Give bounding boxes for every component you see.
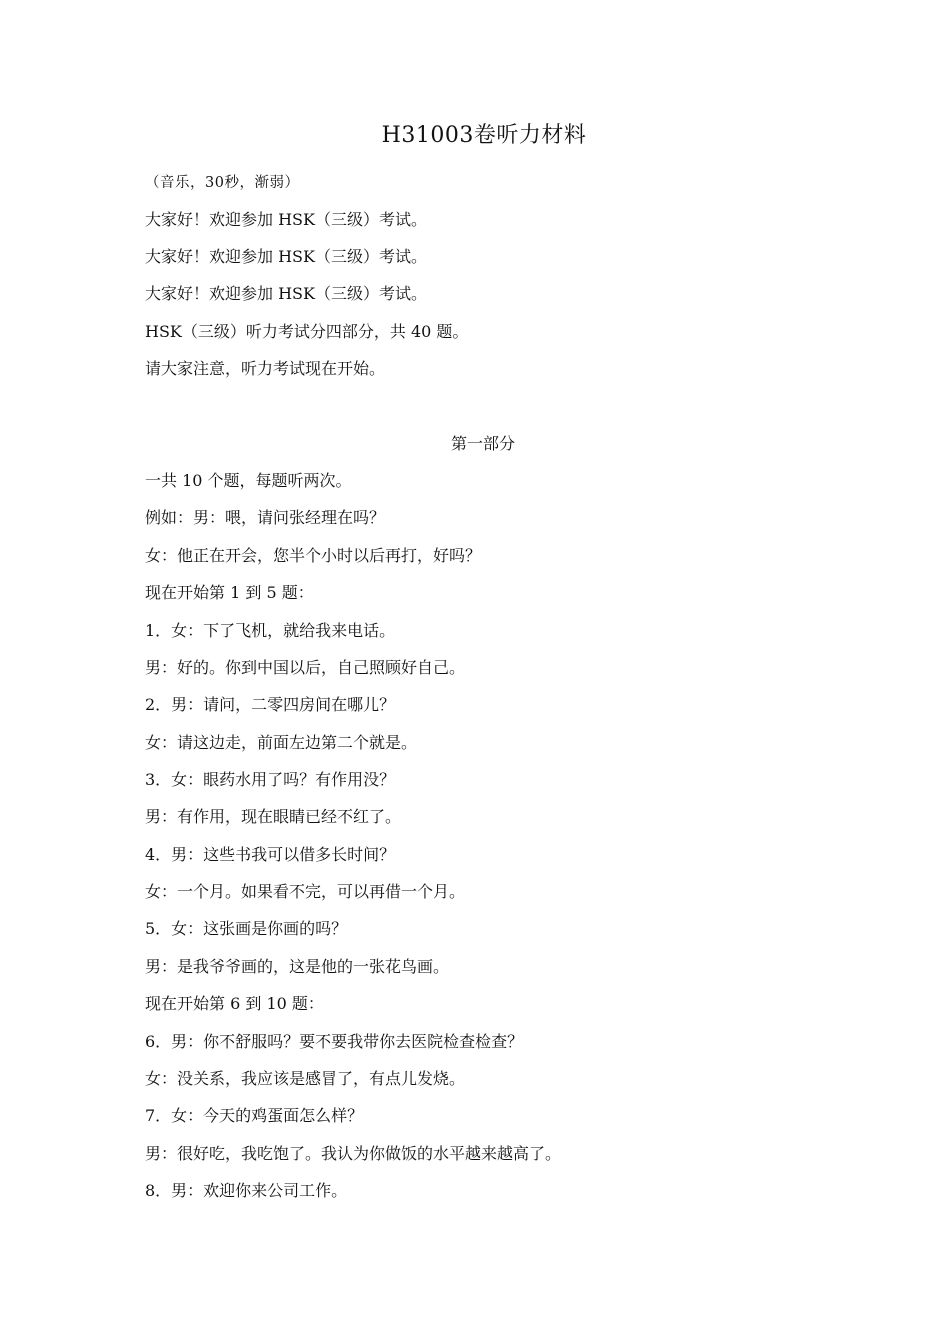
section-line: 女：没关系，我应该是感冒了，有点儿发烧。 bbox=[145, 1069, 466, 1088]
section-line: 现在开始第 6 到 10 题： bbox=[145, 994, 324, 1013]
section-line: 1．女：下了飞机，就给我来电话。 bbox=[145, 621, 396, 640]
intro-line: HSK（三级）听力考试分四部分，共 40 题。 bbox=[145, 322, 469, 341]
section-line: 3．女：眼药水用了吗？有作用没？ bbox=[145, 770, 396, 789]
section-line: 男：是我爷爷画的，这是他的一张花鸟画。 bbox=[145, 957, 450, 976]
intro-line: 请大家注意，听力考试现在开始。 bbox=[145, 359, 386, 378]
intro-line: 大家好！欢迎参加 HSK（三级）考试。 bbox=[145, 284, 427, 303]
section-line: 男：有作用，现在眼睛已经不红了。 bbox=[145, 807, 402, 826]
section-line: 一共 10 个题，每题听两次。 bbox=[145, 471, 352, 490]
section-line: 女：请这边走，前面左边第二个就是。 bbox=[145, 733, 418, 752]
section-line: 6．男：你不舒服吗？要不要我带你去医院检查检查？ bbox=[145, 1032, 524, 1051]
intro-line: 大家好！欢迎参加 HSK（三级）考试。 bbox=[145, 247, 427, 266]
section-line: 例如：男：喂，请问张经理在吗？ bbox=[145, 508, 386, 527]
section-line: 男：好的。你到中国以后，自己照顾好自己。 bbox=[145, 658, 466, 677]
section-line: 8．男：欢迎你来公司工作。 bbox=[145, 1181, 348, 1200]
section-line: 5．女：这张画是你画的吗？ bbox=[145, 919, 348, 938]
intro-line: （音乐，30秒，渐弱） bbox=[145, 175, 300, 191]
section-line: 男：很好吃，我吃饱了。我认为你做饭的水平越来越高了。 bbox=[145, 1144, 562, 1163]
document-title: H31003卷听力材料 bbox=[381, 123, 587, 148]
section-line: 7．女：今天的鸡蛋面怎么样？ bbox=[145, 1106, 364, 1125]
intro-line: 大家好！欢迎参加 HSK（三级）考试。 bbox=[145, 210, 427, 229]
section-line: 4．男：这些书我可以借多长时间？ bbox=[145, 845, 396, 864]
section-line: 2．男：请问，二零四房间在哪儿？ bbox=[145, 695, 396, 714]
section-title: 第一部分 bbox=[450, 434, 515, 453]
section-line: 女：一个月。如果看不完，可以再借一个月。 bbox=[145, 882, 466, 901]
section-line: 现在开始第 1 到 5 题： bbox=[145, 583, 314, 602]
section-line: 女：他正在开会，您半个小时以后再打，好吗？ bbox=[145, 546, 482, 565]
